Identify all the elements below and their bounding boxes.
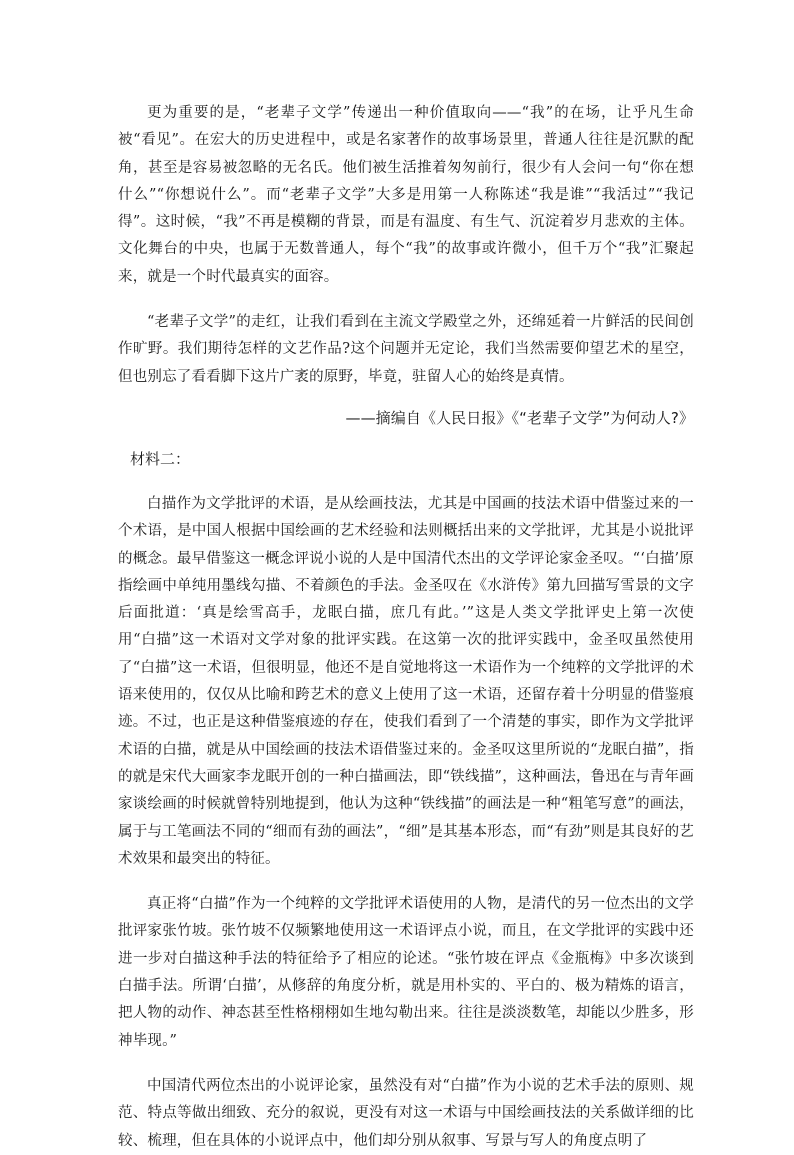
paragraph-baimiao-origin: 白描作为文学批评的术语，是从绘画技法，尤其是中国画的技法术语中借鉴过来的一个术语，是中国人根据中国绘画的艺术经验和法则概括出来的文学批评，尤其是小说批评的概念。最早借鉴这一概念评说小说的人是中国清代杰出的文学评论家金圣叹。“‘白描’原指绘画中单纯用墨线勾描、不着颜色的手法。金圣叹在《水浒传》第九回描写雪景的文字后面批道：‘真是绘雪高手，龙眠白描，庶几有此。’”这是人类文学批评史上第一次使用“白描”这一术语对文学对象的批评实践。在这第一次的批评实践中，金圣叹虽然使用了“白描”这一术语，但很明显，他还不是自觉地将这一术语作为一个纯粹的文学批评的术语来使用的，仅仅从比喻和跨艺术的意义上使用了这一术语，还留存着十分明显的借鉴痕迹。不过，也正是这种借鉴痕迹的存在，使我们看到了一个清楚的事实，即作为文学批评术语的白描，就是从中国绘画的技法术语借鉴过来的。金圣叹这里所说的“龙眠白描”，指的就是宋代大画家李龙眠开创的一种白描画法，即“铁线描”，这种画法，鲁迅在与青年画家谈绘画的时候就曾特别地提到，他认为这种“铁线描”的画法是一种“粗笔写意”的画法，属于与工笔画法不同的“细而有劲的画法”，“细”是其基本形态，而“有劲”则是其良好的艺术效果和最突出的特征。 [118,495,694,867]
section-heading: 材料二： [130,449,191,468]
paragraph-folk-creation: “老辈子文学”的走红，让我们看到在主流文学殿堂之外，还绵延着一片鲜活的民间创作旷野。我们期待怎样的文艺作品?这个问题并无定论，我们当然需要仰望艺术的星空，但也别忘了看看脚下这片广袤的原野，毕竟，驻留人心的始终是真情。 [118,314,694,385]
paragraph-value-orientation: 更为重要的是，“老辈子文学”传递出一种价值取向——“我”的在场，让乎凡生命被“看见”。在宏大的历史进程中，或是名家著作的故事场景里，普通人往往是沉默的配角，甚至是容易被忽略的无名氏。他们被生活推着匆匆前行，很少有人会问一句“你在想什么”“你想说什么”。而“老辈子文学”大多是用第一人称陈述“我是谁”“我活过”“我记得”。这时候，“我”不再是模糊的背景，而是有温度、有生气、沉淀着岁月悲欢的主体。文化舞台的中央，也属于无数普通人，每个“我”的故事或许微小，但千万个“我”汇聚起来，就是一个时代最真实的面容。 [118,105,694,285]
paragraph-zhang-zhupo: 真正将“白描”作为一个纯粹的文学批评术语使用的人物，是清代的另一位杰出的文学批评家张竹坡。张竹坡不仅频繁地使用这一术语评点小说，而且，在文学批评的实践中还进一步对白描这种手法的特征给予了相应的论述。“张竹坡在评点《金瓶梅》中多次谈到白描手法。所谓‘白描’，从修辞的角度分析，就是用朴实的、平白的、极为精炼的语言，把人物的动作、神态甚至性格栩栩如生地勾勒出来。往往是淡淡数笔，却能以少胜多，形神毕现。” [118,896,694,1049]
paragraph-qing-critics: 中国清代两位杰出的小说评论家，虽然没有对“白描”作为小说的艺术手法的原则、规范、特点等做出细致、充分的叙说，更没有对这一术语与中国绘画技法的关系做详细的比较、梳理，但在具体的小说评点中，他们却分别从叙事、写景与写人的角度点明了 [118,1077,694,1149]
source-citation: ——摘编自《人民日报》《“老辈子文学”为何动人?》 [345,408,694,427]
document-page [118,100,694,1155]
